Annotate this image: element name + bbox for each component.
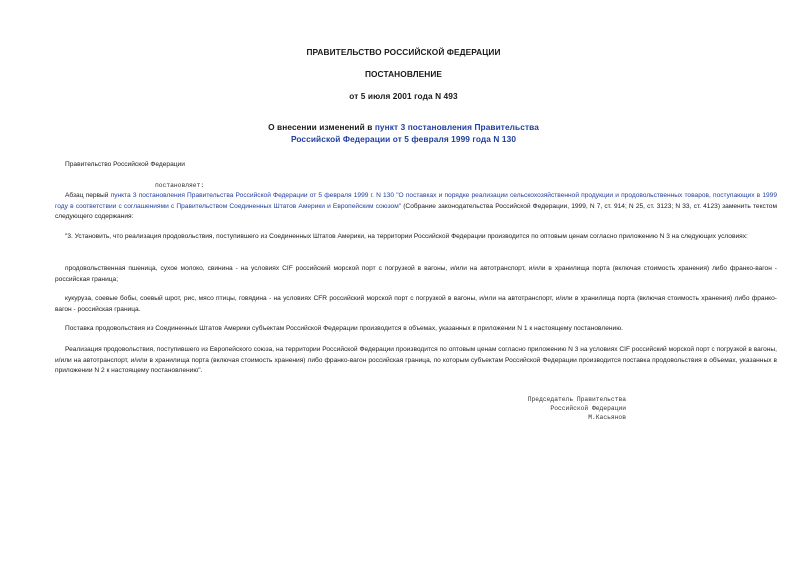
title-link-part-2[interactable]: Российской Федерации от 5 февраля 1999 года N 130: [290, 134, 517, 144]
document-type-heading: ПОСТАНОВЛЕНИЕ: [364, 69, 443, 79]
title-prefix: О внесении изменений в: [268, 122, 375, 132]
government-heading: ПРАВИТЕЛЬСТВО РОССИЙСКОЙ ФЕДЕРАЦИИ: [306, 47, 501, 57]
signature-organization: Российской Федерации: [550, 404, 626, 412]
decree-word: постановляет:: [155, 182, 205, 189]
paragraph-6: Реализация продовольствия, поступившего из Европейского союза, на территории Российской Федерации производится по оптовым ценам согласно приложению N 3 на условиях CIF российский морской порт с погрузкой в вагоны, и/или на автотранспорт, и/или в хранилища порта (включая стоимость хранения) либо франко-вагон российская граница, по которым субъектам Российской Федерации производится поставка продовольствия в объемах, указанных в приложении N 2 к настоящему постановлению".: [55, 346, 777, 375]
document-title: [0, 121, 807, 145]
paragraph-1: [55, 191, 777, 223]
paragraph-2: "3. Установить, что реализация продовольствия, поступившего из Соединенных Штатов Америки, на территории Российской Федерации производится по оптовым ценам согласно приложению N 3 на следующих условиях:: [65, 233, 748, 240]
issuer-paragraph: Правительство Российской Федерации: [65, 161, 185, 168]
document-date-number: от 5 июля 2001 года N 493: [349, 91, 458, 101]
signature-title: Председатель Правительства: [527, 396, 626, 403]
paragraph-4: кукуруза, соевые бобы, соевый шрот, рис, мясо птицы, говядина - на условиях CFR российский морской порт с погрузкой в вагоны, и/или на автотранспорт, и/или в хранилища порта (включая стоимость хранения) либо франко-вагон - российская граница.: [55, 295, 777, 313]
signature-name: М.Касьянов: [588, 413, 626, 421]
paragraph-1-link[interactable]: пункта 3 постановления Правительства Российской Федерации от 5 февраля 1999 г. N 130 "О поставках и порядке реализации сельскохозяйственной продукции и продовольственных товаров, поступающих в 1999 году в соответствии с соглашениями с Правительством Соединенных Штатов Америки и Европейским союзом": [55, 192, 777, 210]
signature-block: [490, 396, 626, 423]
paragraph-5: Поставка продовольствия из Соединенных Штатов Америки субъектам Российской Федерации производится в объемах, указанных в приложении N 1 к настоящему постановлению.: [65, 325, 624, 332]
title-link-part-1[interactable]: пункт 3 постановления Правительства: [374, 122, 539, 132]
paragraph-3: продовольственная пшеница, сухое молоко, свинина - на условиях CIF российский морской порт с погрузкой в вагоны, и/или на автотранспорт, и/или в хранилища порта (включая стоимость хранения) либо франко-вагон - российская граница;: [55, 265, 777, 283]
document-title-line-1: [0, 121, 807, 133]
paragraph-1-prefix: Абзац первый: [65, 192, 111, 199]
paragraph-1-suffix: (Собрание законодательства Российской Федерации, 1999, N 7, ст. 914; N 25, ст. 3123; N 33, ст. 4123) заменить текстом следующего содержания:: [55, 202, 777, 221]
